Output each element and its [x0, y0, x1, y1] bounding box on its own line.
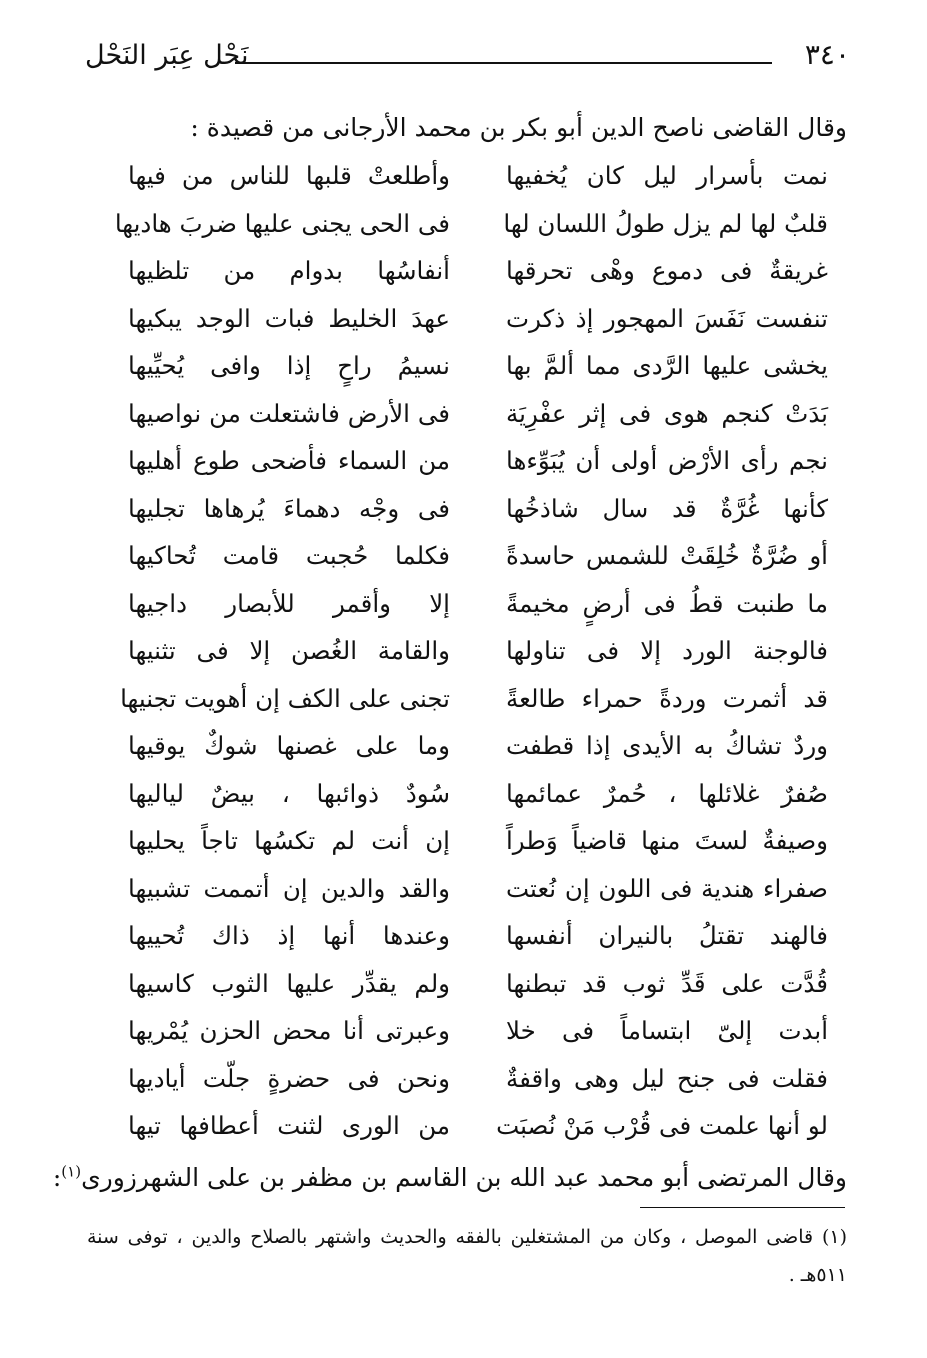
verse [114, 200, 828, 248]
verse-second-hemistich: والقد والدين إن أتممت تشبيها [128, 873, 450, 903]
verse [120, 675, 828, 723]
verse [128, 152, 828, 200]
verse-second-hemistich: فى وجْه دهماءَ يُرهاها تجليها [128, 493, 450, 523]
verse-second-hemistich: وما على غصنها شوكٌ يوقيها [128, 731, 450, 760]
verse-first-hemistich: أبدت إلىّ ابتساماً فى خلا [506, 1016, 828, 1045]
verse-second-hemistich: وعندها أنها إذ ذاك تُحييها [128, 921, 450, 950]
verse-first-hemistich: فالهند تقتلُ بالنيران أنفسها [506, 921, 828, 950]
verse-first-hemistich: بَدَتْ كنجم هوى فى إثر عفْرِيَة [506, 398, 828, 428]
verse [128, 437, 828, 485]
verse-first-hemistich: ما طنبت قطُ فى أرضٍ مخيمةً [506, 588, 828, 618]
verse-second-hemistich: ونحن فى حضرةٍ جلّت أياديها [128, 1063, 450, 1093]
verse-second-hemistich: فى الأرض فاشتعلت من نواصيها [128, 398, 450, 428]
verse [128, 580, 828, 628]
verse [128, 1007, 828, 1055]
verse-first-hemistich: وصيفةٌ لستَ منها قاضياً وَطراً [506, 826, 828, 855]
verse-second-hemistich: سُودٌ ذوائبها ، بيضٌ لياليها [128, 778, 450, 808]
verse-second-hemistich: إن أنت لم تكسُها تاجاً يحليها [128, 826, 450, 855]
verse [128, 722, 828, 770]
verse-second-hemistich: وأطلعتْ قلبها للناس من فيها [128, 161, 450, 190]
verse-first-hemistich: نجم رأى الأرْض أولى أن يُبَوِّءها [506, 446, 828, 475]
verse-first-hemistich: قد أثمرت وردةً حمراء طالعةً [506, 683, 828, 713]
verse-second-hemistich: من السماء فأضحى طوع أهليها [128, 446, 450, 475]
footnote: (١) قاضى الموصل ، وكان من المشتغلين بالفقه والحديث واشتهر بالصلاح والدين ، توفى سنة ٥١١هـ . [87, 1226, 847, 1286]
verse-second-hemistich: نسيمُ راحٍ إذا وافى يُحيِّيها [128, 351, 450, 380]
header-rule [235, 62, 772, 64]
verse [128, 817, 828, 865]
verse [128, 770, 828, 818]
verse [128, 1102, 828, 1150]
verse-second-hemistich: ولم يقدِّر عليها الثوب كاسيها [128, 968, 450, 998]
verse-second-hemistich: أنفاسُها بدوام من تلظيها [128, 256, 450, 285]
verse [128, 295, 828, 343]
verse-first-hemistich: فقلت فى جنح ليل وهى واقفةٌ [506, 1063, 828, 1093]
verse [128, 960, 828, 1008]
verse-second-hemistich: عهدَ الخليط فبات الوجد يبكيها [128, 303, 450, 333]
verse [128, 532, 828, 580]
verse-first-hemistich: أو ضُرَّةٌ خُلِقَتْ للشمس حاسدةً [506, 541, 828, 570]
verse-first-hemistich: صفراء هندية فى اللون إن نُعتت [506, 873, 828, 903]
verse [128, 247, 828, 295]
verse [128, 485, 828, 533]
verse-first-hemistich: قلبٌ لها لم يزل طولُ اللسان لها [503, 208, 828, 238]
footnote-rule [640, 1207, 845, 1208]
page-header [85, 38, 850, 86]
intro-line: وقال القاضى ناصح الدين أبو بكر بن محمد الأرجانى من قصيدة : [190, 113, 847, 142]
verse-second-hemistich: إلا وأقمر للأبصار داجيها [128, 588, 450, 618]
outro-suffix: : [52, 1163, 62, 1192]
verse-second-hemistich: تجنى على الكف إن أهويت تجنيها [120, 683, 450, 713]
verse [128, 1055, 828, 1103]
verse-first-hemistich: غريقةٌ فى دموع وهْى تحرقها [506, 256, 828, 285]
verse-second-hemistich: فكلما حُجبت قامت تُحاكيها [128, 541, 450, 570]
verse [128, 390, 828, 438]
verse [128, 342, 828, 390]
verse-first-hemistich: قُدَّت على قَدِّ ثوب قد تبطنها [506, 968, 828, 998]
verse-first-hemistich: صُفرٌ غلائلها ، حُمرٌ عمائمها [506, 778, 828, 808]
verse-first-hemistich: يخشى عليها الرَّدى مما ألمَّ بها [506, 351, 828, 380]
outro-text: وقال المرتضى أبو محمد عبد الله بن القاسم بن مظفر بن على الشهرزورى [81, 1163, 847, 1192]
verse-first-hemistich: نمت بأسرار ليل كان يُخفيها [506, 161, 828, 190]
outro-line [52, 1158, 847, 1198]
verse-second-hemistich: والقامة الغُصن إلا فى تثنيها [128, 636, 450, 665]
verse-second-hemistich: من الورى لثنت أعطافها تيها [128, 1111, 450, 1140]
footnote-marker: (١) [61, 1162, 82, 1181]
verse-first-hemistich: فالوجنة الورد إلا فى تناولها [506, 636, 828, 665]
verse [128, 627, 828, 675]
running-title: نَحْل عِبَر النَحْل [85, 40, 249, 71]
page-number: ٣٤٠ [804, 38, 850, 71]
verse-first-hemistich: تنفست نَفَسَ المهجور إذ ذكرت [506, 303, 828, 333]
verse [128, 912, 828, 960]
verse [128, 865, 828, 913]
verse-second-hemistich: فى الحى يجنى عليها ضربَ هاديها [114, 208, 450, 238]
verse-first-hemistich: كأنها غُرَّةٌ قد سال شاذخُها [506, 493, 828, 523]
poem [114, 152, 828, 1150]
verse-second-hemistich: وعبرتى أنا محض الحزن يُمْريها [128, 1016, 450, 1045]
verse-first-hemistich: وردٌ تشاكُ به الأيدى إذا قطفت [506, 731, 828, 760]
verse-first-hemistich: لو أنها علمت فى قُرْب مَنْ نُصبَت [496, 1111, 828, 1140]
